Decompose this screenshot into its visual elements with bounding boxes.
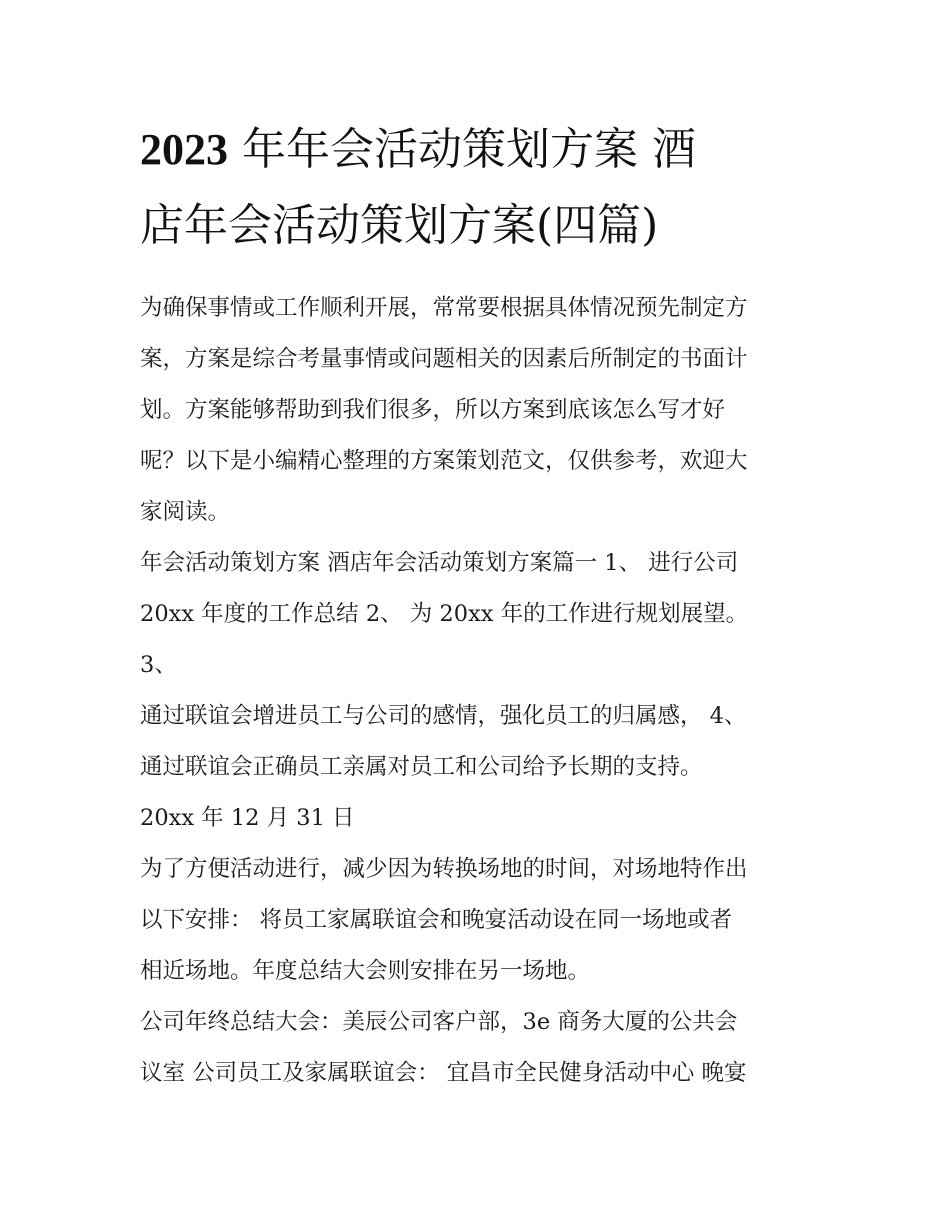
- body-line: 家阅读。: [140, 499, 231, 525]
- body-line: 通过联谊会增进员工与公司的感情，强化员工的归属感， 4、: [140, 703, 747, 729]
- body-line: 为确保事情或工作顺利开展，常常要根据具体情况预先制定方: [140, 295, 748, 321]
- document-title: [140, 112, 840, 264]
- document-body: [140, 283, 820, 1099]
- body-line: 20xx 年 12 月 31 日: [140, 805, 355, 831]
- body-line: 相近场地。年度总结大会则安排在另一场地。: [140, 958, 591, 984]
- body-line: 公司年终总结大会：美辰公司客户部，3e 商务大厦的公共会: [140, 1009, 738, 1035]
- body-line: 案，方案是综合考量事情或问题相关的因素后所制定的书面计: [140, 346, 748, 372]
- body-line: 以下安排： 将员工家属联谊会和晚宴活动设在同一场地或者: [140, 907, 733, 933]
- body-line: 通过联谊会正确员工亲属对员工和公司给予长期的支持。: [140, 754, 703, 780]
- body-line: 议室 公司员工及家属联谊会： 宜昌市全民健身活动中心 晚宴: [140, 1060, 747, 1086]
- body-line: 3、: [140, 652, 177, 678]
- body-line: 20xx 年度的工作总结 2、 为 20xx 年的工作进行规划展望。: [140, 601, 749, 627]
- body-line: 为了方便活动进行，减少因为转换场地的时间，对场地特作出: [140, 856, 748, 882]
- body-line: 呢？以下是小编精心整理的方案策划范文，仅供参考，欢迎大: [140, 448, 748, 474]
- title-year: 2023: [140, 125, 228, 174]
- body-line: 年会活动策划方案 酒店年会活动策划方案篇一 1、 进行公司: [140, 550, 739, 576]
- title-line-1: 2023 年年会活动策划方案 酒: [140, 124, 696, 175]
- body-line: 划。方案能够帮助到我们很多，所以方案到底该怎么写才好: [140, 397, 726, 423]
- title-line-2: 店年会活动策划方案(四篇): [140, 200, 659, 251]
